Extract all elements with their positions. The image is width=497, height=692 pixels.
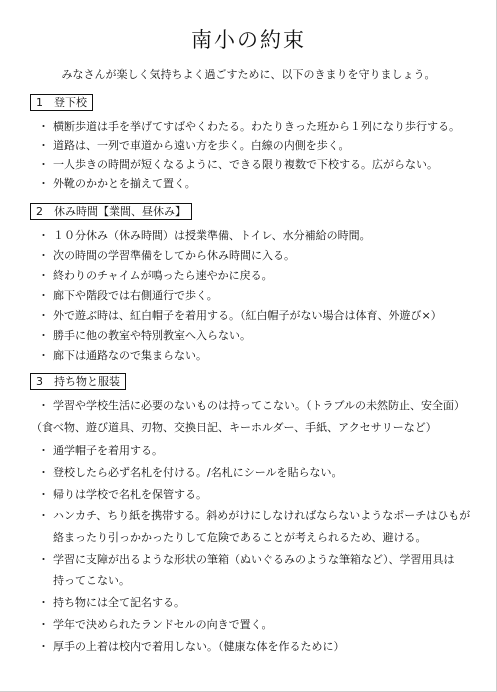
section-heading-commute: 1 登下校 [30, 94, 93, 111]
list-item: ・ 帰りは学校で名札を保管する。 [43, 484, 483, 506]
section-list-breaks [43, 226, 483, 366]
list-item: ・ 勝手に他の教室や特別教室へ入らない。 [43, 326, 483, 346]
list-item-continuation: 持ってこない。 [53, 574, 130, 587]
list-item: ・ 一人歩きの時間が短くなるように、できる限り複数で下校する。広がらない。 [43, 155, 483, 174]
list-item: ・ 廊下や階段では右側通行で歩く。 [43, 286, 483, 306]
section-list-belongings [31, 396, 483, 658]
list-item-continuation: 絡まったり引っかかったりして危険であることが考えられるため、避ける。 [53, 531, 427, 544]
list-item: ・ 外靴のかかとを揃えて置く。 [43, 174, 483, 193]
section-list-commute [43, 117, 483, 193]
list-item: ・ 横断歩道は手を挙げてすばやくわたる。わたりきった班から１列になり歩行する。 [43, 117, 483, 136]
list-item: ・ 通学帽子を着用する。 [43, 440, 483, 462]
list-item-continuation: （食べ物、遊び道具、刃物、交換日記、キーホルダー、手紙、アクセサリーなど） [31, 421, 437, 434]
list-item: ・ 登校したら必ず名札を付ける。/名札にシールを貼らない。 [43, 462, 483, 484]
list-item: ・ 終わりのチャイムが鳴ったら速やかに戻る。 [43, 266, 483, 286]
list-item: ・ 学年で決められたランドセルの向きで置く。 [43, 614, 483, 636]
list-item: ・ １０分休み（休み時間）は授業準備、トイレ、水分補給の時間。 [43, 226, 483, 246]
section-heading-belongings: 3 持ち物と服装 [30, 373, 126, 390]
list-item: ・ 厚手の上着は校内で着用しない。（健康な体を作るために） [43, 636, 483, 658]
section-heading-breaks: 2 休み時間【業間、昼休み】 [30, 203, 192, 220]
list-item: ・ 外で遊ぶ時は、紅白帽子を着用する。（紅白帽子がない場合は体育、外遊び×） [43, 306, 483, 326]
list-item: ・ 学習や学校生活に必要のないものは持ってこない。（トラブルの未然防止、安全面） [43, 396, 483, 416]
list-item: ・ 持ち物には全て記名する。 [43, 592, 483, 614]
intro-text: みなさんが楽しく気持ちよく過ごすために、以下のきまりを守りましょう。 [61, 68, 436, 81]
list-item: ・ 廊下は通路なので集まらない。 [43, 346, 483, 366]
list-item: ・ ハンカチ、ちり紙を携帯する。斜めがけにしなければならないようなポーチはひもが [43, 506, 483, 526]
list-item: ・ 道路は、一列で車道から遠い方を歩く。白線の内側を歩く。 [43, 136, 483, 155]
page-title: 南小の約束 [191, 28, 306, 52]
list-item: ・ 学習に支障が出るような形状の筆箱（ぬいぐるみのような筆箱など）、学習用具は [43, 550, 483, 570]
list-item: ・ 次の時間の学習準備をしてから休み時間に入る。 [43, 246, 483, 266]
